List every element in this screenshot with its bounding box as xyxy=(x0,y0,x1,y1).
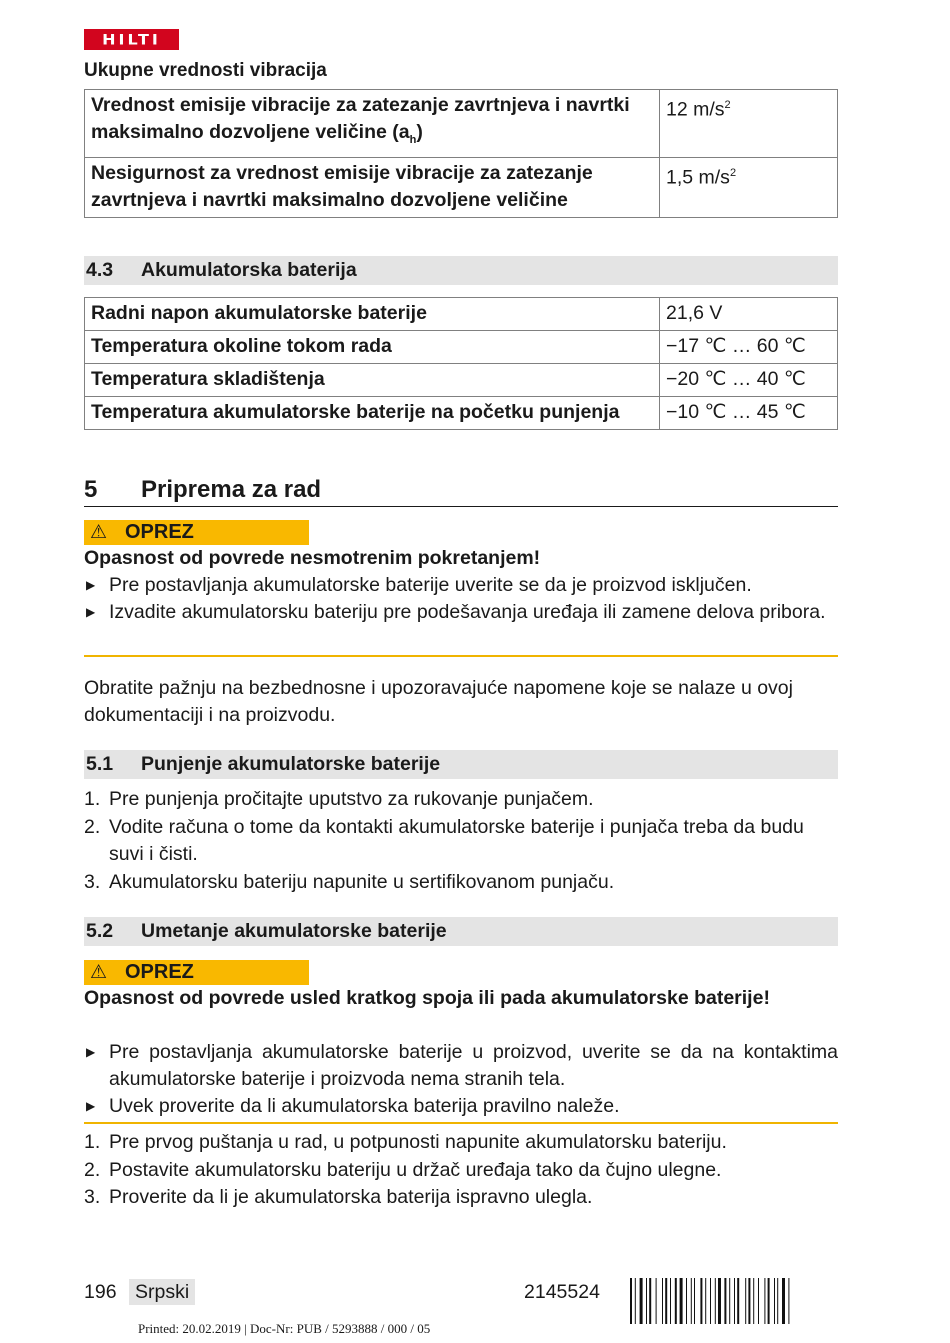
list-item: 1. Pre punjenja pročitajte uputstvo za rukovanje punjačem. xyxy=(84,788,594,810)
spec-value: −10 ℃ … 45 ℃ xyxy=(660,397,838,430)
warning-heading: Opasnost od povrede nesmotrenim pokretanjem! xyxy=(84,547,541,569)
warning-end-rule xyxy=(84,655,838,657)
barcode-icon xyxy=(630,1278,837,1324)
table-row xyxy=(85,331,838,364)
section-heading-4-3: 4.3 Akumulatorska baterija xyxy=(84,256,838,285)
spec-key: Radni napon akumulatorske baterije xyxy=(85,298,660,331)
list-item: 2. Postavite akumulatorsku bateriju u držač uređaja tako da čujno ulegne. xyxy=(84,1158,722,1181)
table-row xyxy=(85,364,838,397)
warning-triangle-icon: ⚠ xyxy=(90,521,108,543)
warning-bullets xyxy=(84,1039,838,1120)
spec-value: 21,6 V xyxy=(660,298,838,331)
table-row xyxy=(85,298,838,331)
language-label: Srpski xyxy=(129,1279,195,1305)
vibration-title: Ukupne vrednosti vibracija xyxy=(84,60,327,81)
bullet-arrow-icon: ▶ xyxy=(86,1099,96,1113)
vibration-table xyxy=(84,89,838,218)
battery-table xyxy=(84,297,838,430)
bullet-arrow-icon: ▶ xyxy=(86,605,96,619)
bullet-arrow-icon: ▶ xyxy=(86,1045,96,1059)
hilti-logo: HILTI xyxy=(84,29,179,50)
spec-value: 12 $m/s^2$ xyxy=(660,90,838,158)
spec-key: Temperatura okoline tokom rada xyxy=(85,331,660,364)
spec-key: Nesigurnost za vrednost emisije vibracije za zatezanje zavrtnjeva i navrtki maksimalno dozvoljene veličine xyxy=(85,157,660,217)
spec-value: 1,5 $m/s^2$ xyxy=(660,157,838,217)
list-item: ▶ Uvek proverite da li akumulatorska baterija pravilno naleže. xyxy=(84,1093,838,1120)
table-row xyxy=(85,157,838,217)
warning-heading: Opasnost od povrede usled kratkog spoja ili pada akumulatorske baterije! xyxy=(84,987,770,1009)
list-item: ▶ Pre postavljanja akumulatorske baterije u proizvod, uverite se da na kontaktima akumulatorske baterije i proizvoda nema stranih tela. xyxy=(86,1041,838,1090)
spec-key: Temperatura akumulatorske baterije na početku punjenja xyxy=(85,397,660,430)
chapter-heading: 5 Priprema za rad xyxy=(84,473,838,507)
section-heading-5-2: 5.2 Umetanje akumulatorske baterije xyxy=(84,917,838,946)
table-row xyxy=(85,397,838,430)
warning-triangle-icon: ⚠ xyxy=(90,961,108,983)
insertion-steps xyxy=(84,1129,838,1212)
spec-key: Temperatura skladištenja xyxy=(85,364,660,397)
warning-bullets xyxy=(84,572,838,626)
bullet-arrow-icon: ▶ xyxy=(86,578,96,592)
list-item: 3. Akumulatorsku bateriju napunite u sertifikovanom punjaču. xyxy=(84,870,615,893)
charging-steps xyxy=(84,786,838,896)
table-row xyxy=(85,90,838,158)
list-item: 3. Proverite da li je akumulatorska baterija ispravno ulegla. xyxy=(84,1186,593,1208)
note-paragraph: Obratite pažnju na bezbednosne i upozoravajuće napomene koje se nalaze u ovoj dokumentaciji i na proizvodu. xyxy=(84,677,793,726)
page-number: 196 xyxy=(84,1281,117,1303)
spec-value: −17 ℃ … 60 ℃ xyxy=(660,331,838,364)
section-heading-5-1: 5.1 Punjenje akumulatorske baterije xyxy=(84,750,838,779)
spec-value: −20 ℃ … 40 ℃ xyxy=(660,364,838,397)
print-info: Printed: 20.02.2019 | Doc-Nr: PUB / 5293888 / 000 / 05 xyxy=(138,1321,431,1336)
list-item: 2. Vodite računa o tome da kontakti akumulatorske baterije i punjača treba da budu suvi i čisti. xyxy=(84,815,804,865)
caution-label: ⚠ OPREZ xyxy=(84,520,309,545)
list-item: 1. Pre prvog puštanja u rad, u potpunosti napunite akumulatorsku bateriju. xyxy=(84,1131,727,1153)
spec-key: Vrednost emisije vibracije za zatezanje zavrtnjeva i navrtki maksimalno dozvoljene veličine $(a_h)$ xyxy=(85,90,660,158)
document-code: 2145524 xyxy=(524,1281,600,1303)
list-item: ▶ Pre postavljanja akumulatorske baterije uverite se da je proizvod isključen. xyxy=(84,572,838,599)
list-item: ▶ Izvadite akumulatorsku bateriju pre podešavanja uređaja ili zamene delova pribora. xyxy=(84,599,838,626)
warning-end-rule xyxy=(84,1122,838,1124)
caution-label: ⚠ OPREZ xyxy=(84,960,309,985)
